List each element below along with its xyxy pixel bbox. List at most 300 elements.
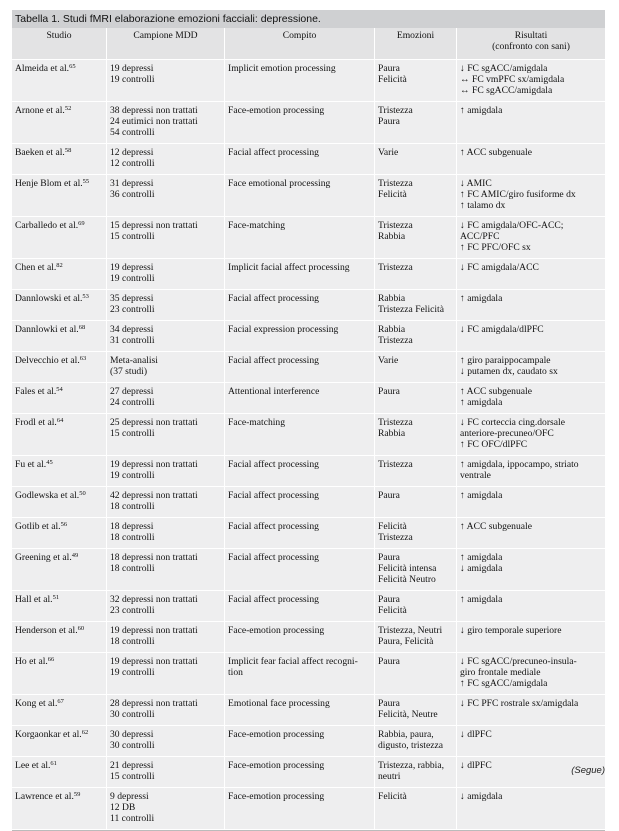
cell-emozioni (375, 102, 457, 144)
cell-studio (12, 591, 107, 622)
cell-emozioni (375, 144, 457, 175)
author-name: Almeida et al. (15, 63, 70, 74)
author-name: Lawrence et al. (15, 791, 74, 802)
cell-campione (107, 549, 225, 591)
header-row (12, 28, 605, 60)
cell-line: Facial affect processing (228, 355, 319, 366)
cell-line: ↔ FC sgACC/amigdala (460, 85, 553, 96)
cell-studio (12, 487, 107, 518)
author-name: Lee et al. (15, 760, 51, 771)
cell-line: 31 controlli (110, 335, 155, 346)
table-row (12, 788, 605, 830)
cell-line: Tristezza (378, 459, 413, 470)
cell-line: 21 depressi (110, 760, 154, 771)
cell-line: Felicità intensa (378, 563, 437, 574)
cell-studio (12, 290, 107, 321)
cell-line: Rabbia (378, 293, 406, 304)
cell-line: ↓ amigdala (460, 791, 503, 802)
cell-emozioni (375, 290, 457, 321)
cell-risultati (457, 102, 605, 144)
cell-line: Facial affect processing (228, 147, 319, 158)
cell-line: Felicità, Neutre (378, 709, 438, 720)
cell-emozioni (375, 518, 457, 549)
reference-number: 50 (79, 490, 86, 497)
reference-number: 45 (46, 459, 53, 466)
cell-campione (107, 726, 225, 757)
cell-compito (225, 217, 375, 259)
reference-number: 55 (82, 178, 90, 185)
reference-number: 64 (56, 417, 64, 424)
cell-compito (225, 352, 375, 383)
cell-line: digusto, tristezza (378, 740, 444, 751)
cell-compito (225, 456, 375, 487)
cell-campione (107, 259, 225, 290)
cell-line: Tristezza (378, 178, 413, 189)
cell-line: Paura (378, 594, 400, 605)
cell-line: Paura (378, 116, 400, 127)
cell-line: Face emotional processing (228, 178, 331, 189)
reference-number: 66 (47, 656, 55, 663)
cell-risultati (457, 726, 605, 757)
cell-campione (107, 144, 225, 175)
reference-number: 69 (78, 220, 85, 227)
author-name: Korgaonkar et al. (15, 729, 82, 740)
cell-line: 19 depressi (110, 63, 154, 74)
cell-line: ↑ FC sgACC/amigdala (460, 678, 548, 689)
table-body (12, 60, 605, 830)
cell-line: Paura (378, 63, 400, 74)
cell-compito (225, 259, 375, 290)
table-row (12, 695, 605, 726)
cell-compito (225, 788, 375, 830)
cell-line: 42 depressi non trattati (110, 490, 198, 501)
cell-line: (37 studi) (110, 366, 148, 377)
table-row (12, 383, 605, 414)
reference-number: 62 (81, 729, 89, 736)
cell-compito (225, 726, 375, 757)
cell-campione (107, 622, 225, 653)
cell-line: Facial affect processing (228, 293, 319, 304)
cell-line: Paura (378, 490, 400, 501)
cell-line: 9 depressi (110, 791, 149, 802)
cell-line: Varie (378, 355, 399, 366)
cell-line: 28 depressi non trattati (110, 698, 198, 709)
table-row (12, 60, 605, 102)
cell-line: 19 controlli (110, 470, 155, 481)
table-row (12, 549, 605, 591)
cell-risultati (457, 653, 605, 695)
cell-studio (12, 383, 107, 414)
cell-line: 25 depressi non trattati (110, 417, 198, 428)
cell-risultati (457, 456, 605, 487)
cell-line: ↓ FC amigdala/ACC (460, 262, 539, 273)
cell-line: ↑ FC AMIC/giro fusiforme dx (460, 189, 576, 200)
cell-line: Felicità (378, 189, 407, 200)
cell-studio (12, 102, 107, 144)
cell-line: 27 depressi (110, 386, 154, 397)
cell-line: 12 controlli (110, 158, 155, 169)
cell-compito (225, 321, 375, 352)
table-row (12, 352, 605, 383)
cell-line: ↓ FC sgACC/precuneo-insula- (460, 656, 577, 667)
cell-risultati (457, 695, 605, 726)
cell-campione (107, 102, 225, 144)
cell-line: ventrale (460, 470, 491, 481)
cell-line: 18 depressi non trattati (110, 552, 198, 563)
cell-risultati (457, 383, 605, 414)
cell-studio (12, 549, 107, 591)
cell-studio (12, 653, 107, 695)
cell-studio (12, 352, 107, 383)
cell-line: ↑ ACC subgenuale (460, 521, 532, 532)
cell-emozioni (375, 60, 457, 102)
cell-risultati (457, 622, 605, 653)
cell-campione (107, 414, 225, 456)
cell-compito (225, 518, 375, 549)
reference-number: 56 (60, 521, 68, 528)
cell-risultati (457, 321, 605, 352)
table-row (12, 259, 605, 290)
cell-studio (12, 788, 107, 830)
cell-risultati (457, 144, 605, 175)
cell-line: ↑ ACC subgenuale (460, 147, 532, 158)
cell-studio (12, 695, 107, 726)
cell-line: 11 controlli (110, 813, 155, 824)
cell-emozioni (375, 549, 457, 591)
cell-risultati (457, 175, 605, 217)
cell-line: 15 controlli (110, 771, 155, 782)
cell-compito (225, 487, 375, 518)
cell-line: Tristezza (378, 105, 413, 116)
reference-number: 54 (56, 386, 63, 393)
continued-label: (Segue) (571, 765, 605, 776)
table-row (12, 321, 605, 352)
cell-line: 31 depressi (110, 178, 154, 189)
cell-studio (12, 144, 107, 175)
cell-line: 19 depressi non trattati (110, 625, 198, 636)
reference-number: 61 (50, 760, 57, 767)
cell-line: Facial affect processing (228, 490, 319, 501)
cell-line: ↓ FC sgACC/amigdala (460, 63, 548, 74)
cell-emozioni (375, 321, 457, 352)
cell-line: 18 controlli (110, 501, 155, 512)
cell-line: 23 controlli (110, 605, 155, 616)
cell-compito (225, 290, 375, 321)
cell-line: 15 controlli (110, 428, 155, 439)
cell-line: 18 controlli (110, 636, 155, 647)
cell-emozioni (375, 175, 457, 217)
author-name: Chen et al. (15, 262, 57, 273)
table-row (12, 622, 605, 653)
cell-line: tion (228, 667, 243, 678)
cell-risultati (457, 518, 605, 549)
cell-line: 18 controlli (110, 532, 155, 543)
cell-studio (12, 622, 107, 653)
cell-emozioni (375, 757, 457, 788)
cell-line: 38 depressi non trattati (110, 105, 198, 116)
cell-line: ACC/PFC (460, 231, 500, 242)
cell-line: 18 depressi (110, 521, 154, 532)
cell-compito (225, 653, 375, 695)
cell-line: 15 controlli (110, 231, 155, 242)
cell-line: 30 depressi (110, 729, 154, 740)
cell-compito (225, 60, 375, 102)
header-risultati: Risultati (confronto con sani) (457, 28, 605, 60)
table-row (12, 175, 605, 217)
cell-emozioni (375, 352, 457, 383)
author-name: Ho et al. (15, 656, 48, 667)
cell-compito (225, 591, 375, 622)
cell-line: ↓ FC amigdala/dlPFC (460, 324, 544, 335)
cell-line: Meta-analisi (110, 355, 158, 366)
cell-line: Face-matching (228, 417, 286, 428)
cell-line: 12 depressi (110, 147, 154, 158)
cell-studio (12, 259, 107, 290)
reference-number: 53 (82, 293, 89, 300)
author-name: Carballedo et al. (15, 220, 79, 231)
cell-line: Facial expression processing (228, 324, 339, 335)
cell-line: Facial affect processing (228, 594, 319, 605)
author-name: Greening et al. (15, 552, 72, 563)
cell-campione (107, 175, 225, 217)
author-name: Dannlowski et al. (15, 293, 83, 304)
cell-line: Felicità (378, 605, 407, 616)
cell-line: ↓ AMIC (460, 178, 492, 189)
cell-line: Tristezza, Neutri (378, 625, 443, 636)
cell-line: 23 controlli (110, 304, 155, 315)
author-name: Henderson et al. (15, 625, 78, 636)
author-name: Delvecchio et al. (15, 355, 80, 366)
cell-campione (107, 591, 225, 622)
cell-line: Facial affect processing (228, 521, 319, 532)
cell-emozioni (375, 653, 457, 695)
cell-line: Paura (378, 552, 400, 563)
reference-number: 52 (64, 105, 72, 112)
author-name: Fales et al. (15, 386, 57, 397)
cell-line: Face-emotion processing (228, 791, 325, 802)
cell-line: Tristezza (378, 532, 413, 543)
cell-campione (107, 757, 225, 788)
author-name: Kong et al. (15, 698, 58, 709)
reference-number: 49 (71, 552, 79, 559)
cell-risultati (457, 487, 605, 518)
cell-line: ↑ talamo dx (460, 200, 506, 211)
cell-compito (225, 757, 375, 788)
cell-compito (225, 622, 375, 653)
table-row (12, 456, 605, 487)
cell-line: 30 controlli (110, 709, 155, 720)
author-name: Arnone et al. (15, 105, 65, 116)
cell-line: ↓ giro temporale superiore (460, 625, 562, 636)
cell-line: 12 DB (110, 802, 136, 813)
cell-studio (12, 518, 107, 549)
reference-number: 63 (79, 355, 87, 362)
cell-line: Attentional interference (228, 386, 320, 397)
cell-compito (225, 549, 375, 591)
cell-line: 30 controlli (110, 740, 155, 751)
cell-line: ↑ giro paraippocampale (460, 355, 551, 366)
cell-line: Implicit emotion processing (228, 63, 336, 74)
reference-number: 58 (64, 147, 72, 154)
cell-line: ↓ FC amigdala/OFC-ACC; (460, 220, 564, 231)
cell-emozioni (375, 487, 457, 518)
author-name: Dannlowki et al. (15, 324, 79, 335)
cell-line: Paura (378, 386, 400, 397)
cell-line: 19 controlli (110, 273, 155, 284)
cell-line: Implicit facial affect processing (228, 262, 350, 273)
author-name: Fu et al. (15, 459, 47, 470)
cell-line: Paura (378, 698, 400, 709)
cell-line: ↓ amigdala (460, 563, 503, 574)
cell-risultati (457, 290, 605, 321)
cell-campione (107, 695, 225, 726)
cell-compito (225, 383, 375, 414)
table-row (12, 591, 605, 622)
cell-campione (107, 290, 225, 321)
table-row (12, 518, 605, 549)
cell-studio (12, 175, 107, 217)
cell-emozioni (375, 695, 457, 726)
cell-campione (107, 352, 225, 383)
cell-line: 15 depressi non trattati (110, 220, 198, 231)
table-row (12, 102, 605, 144)
cell-studio (12, 414, 107, 456)
cell-line: 54 controlli (110, 127, 155, 138)
cell-campione (107, 60, 225, 102)
header-campione: Campione MDD (107, 28, 225, 60)
studies-table (12, 28, 605, 830)
cell-emozioni (375, 456, 457, 487)
cell-line: Tristezza (378, 417, 413, 428)
cell-studio (12, 757, 107, 788)
cell-line: ↓ dlPFC (460, 760, 492, 771)
cell-line: Tristezza (378, 262, 413, 273)
cell-emozioni (375, 383, 457, 414)
cell-line: Paura, Felicità (378, 636, 434, 647)
cell-line: neutri (378, 771, 401, 782)
table-row (12, 757, 605, 788)
cell-line: Felicità (378, 74, 407, 85)
author-name: Hall et al. (15, 594, 53, 605)
cell-line: ↓ dlPFC (460, 729, 492, 740)
cell-line: Tristezza (378, 220, 413, 231)
reference-number: 60 (77, 625, 85, 632)
cell-line: Varie (378, 147, 399, 158)
cell-line: ↑ FC OFC/dlPFC (460, 439, 528, 450)
cell-line: Facial affect processing (228, 552, 319, 563)
header-compito: Compito (225, 28, 375, 60)
cell-studio (12, 321, 107, 352)
table-row (12, 290, 605, 321)
cell-emozioni (375, 622, 457, 653)
cell-line: Rabbia (378, 231, 406, 242)
cell-line: Rabbia, paura, (378, 729, 434, 740)
cell-line: Emotional face processing (228, 698, 330, 709)
cell-studio (12, 60, 107, 102)
reference-number: 68 (78, 324, 86, 331)
cell-line: ↑ amigdala, ippocampo, striato (460, 459, 579, 470)
cell-line: Facial affect processing (228, 459, 319, 470)
cell-line: 34 depressi (110, 324, 154, 335)
cell-studio (12, 726, 107, 757)
cell-line: ↑ amigdala (460, 490, 503, 501)
cell-emozioni (375, 414, 457, 456)
cell-campione (107, 217, 225, 259)
cell-line: 19 controlli (110, 74, 155, 85)
cell-emozioni (375, 217, 457, 259)
cell-line: Paura (378, 656, 400, 667)
cell-campione (107, 518, 225, 549)
reference-number: 67 (57, 698, 64, 705)
cell-line: ↑ amigdala (460, 594, 503, 605)
table-row (12, 487, 605, 518)
cell-line: Face-emotion processing (228, 760, 325, 771)
cell-line: giro frontale mediale (460, 667, 541, 678)
cell-campione (107, 788, 225, 830)
cell-line: 32 depressi non trattati (110, 594, 198, 605)
cell-emozioni (375, 259, 457, 290)
author-name: Henje Blom et al. (15, 178, 83, 189)
reference-number: 65 (69, 63, 76, 70)
author-name: Gotlib et al. (15, 521, 61, 532)
cell-risultati (457, 60, 605, 102)
table-row (12, 144, 605, 175)
header-emozioni: Emozioni (375, 28, 457, 60)
cell-line: ↑ ACC subgenuale (460, 386, 532, 397)
cell-compito (225, 175, 375, 217)
cell-line: 24 eutimici non trattati (110, 116, 198, 127)
cell-emozioni (375, 726, 457, 757)
reference-number: 59 (73, 791, 81, 798)
cell-line: Tristezza (378, 335, 413, 346)
cell-compito (225, 102, 375, 144)
cell-line: ↑ amigdala (460, 552, 503, 563)
table-row (12, 726, 605, 757)
cell-line: ↓ FC PFC rostrale sx/amigdala (460, 698, 579, 709)
cell-line: Rabbia (378, 324, 406, 335)
cell-line: 19 depressi (110, 262, 154, 273)
cell-line: Rabbia (378, 428, 406, 439)
cell-line: Implicit fear facial affect recogni- (228, 656, 358, 667)
cell-compito (225, 695, 375, 726)
author-name: Baeken et al. (15, 147, 65, 158)
table-row (12, 217, 605, 259)
cell-line: Face-emotion processing (228, 729, 325, 740)
cell-compito (225, 144, 375, 175)
cell-line: ↓ FC corteccia cing.dorsale (460, 417, 565, 428)
cell-risultati (457, 549, 605, 591)
cell-campione (107, 321, 225, 352)
cell-line: ↑ FC PFC/OFC sx (460, 242, 531, 253)
cell-campione (107, 487, 225, 518)
cell-line: Face-emotion processing (228, 625, 325, 636)
cell-line: Face-emotion processing (228, 105, 325, 116)
reference-number: 82 (56, 262, 63, 269)
cell-line: ↑ amigdala (460, 397, 503, 408)
cell-line: Face-matching (228, 220, 286, 231)
cell-line: ↑ amigdala (460, 293, 503, 304)
table-row (12, 653, 605, 695)
cell-line: ↔ FC vmPFC sx/amigdala (460, 74, 565, 85)
cell-line: Felicità (378, 521, 407, 532)
table-row (12, 414, 605, 456)
table-page (12, 10, 605, 831)
cell-risultati (457, 591, 605, 622)
table-caption: Tabella 1. Studi fMRI elaborazione emozioni facciali: depressione. (12, 10, 605, 28)
cell-campione (107, 653, 225, 695)
cell-risultati (457, 414, 605, 456)
cell-line: Tristezza, rabbia, (378, 760, 444, 771)
